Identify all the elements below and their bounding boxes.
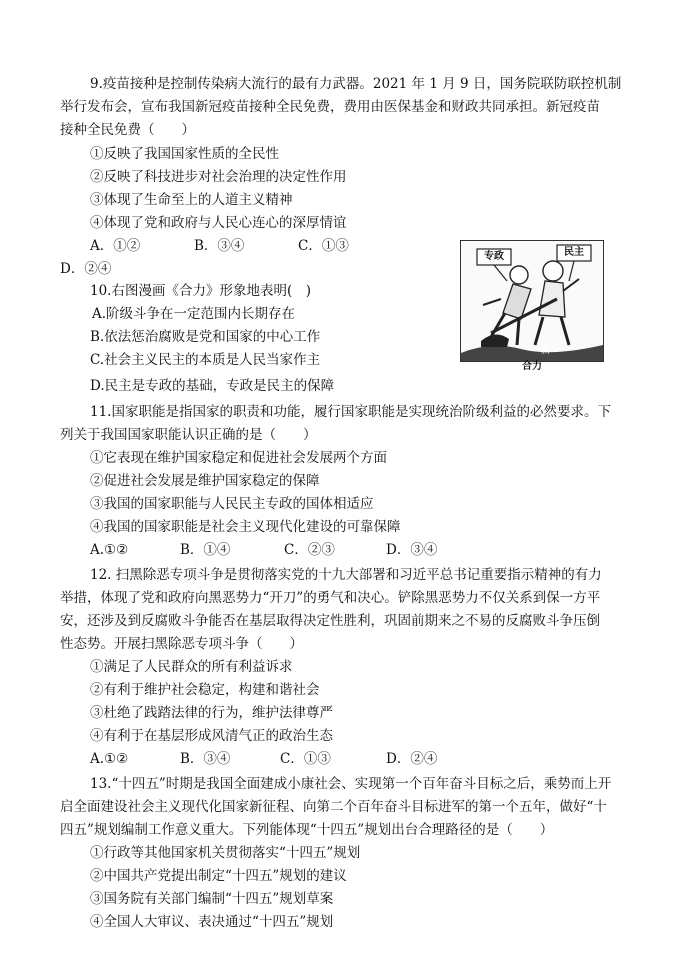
q9-item-3: ③体现了生命至上的人道主义精神	[90, 192, 293, 208]
q9-stem-line2: 举行发布会，宣布我国新冠疫苗接种全民免费，费用由医保基金和财政共同承担。新冠疫苗	[60, 99, 600, 115]
cartoon-caption: 合力	[522, 361, 542, 372]
q12-item-2: ②有利于维护社会稳定，构建和谐社会	[90, 682, 320, 698]
q11-item-3: ③我国的国家职能与人民民主专政的国体相适应	[90, 496, 374, 512]
q11-item-1: ①它表现在维护国家稳定和促进社会发展两个方面	[90, 450, 387, 466]
q13-stem-line1: 13.“十四五”时期是我国全面建成小康社会、实现第一个百年奋斗目标之后，乘势而上开	[90, 776, 612, 792]
q13-item-2: ②中国共产党提出制定“十四五”规划的建议	[90, 868, 347, 884]
q12-item-3: ③杜绝了践踏法律的行为，维护法律尊严	[90, 705, 333, 721]
q11-option-c: C．②③	[284, 542, 335, 558]
q12-stem-line3: 安，还涉及到反腐败斗争能否在基层取得决定性胜利，巩固前期来之不易的反腐败斗争压倒	[60, 613, 600, 629]
cartoon-label-right: 民主	[564, 247, 584, 258]
q12-option-a: A.①②	[90, 751, 129, 767]
q9-item-2: ②反映了科技进步对社会治理的决定性作用	[90, 169, 347, 185]
q9-option-c: C．①③	[298, 238, 349, 254]
q13-item-1: ①行政等其他国家机关贯彻落实“十四五”规划	[90, 845, 361, 861]
q13-stem-line3: 四五”规划编制工作意义重大。下列能体现“十四五”规划出台合理路径的是（ ）	[60, 822, 554, 838]
q11-item-4: ④我国的国家职能是社会主义现代化建设的可靠保障	[90, 519, 401, 535]
q12-stem-line2: 举措，体现了党和政府向黑恶势力“开刀”的勇气和决心。铲除黑恶势力不仅关系到保一方平	[60, 590, 601, 606]
q9-option-d: D．②④	[60, 261, 112, 277]
cartoon-ground-label: 腐	[541, 346, 551, 356]
q11-option-a: A.①②	[90, 542, 129, 558]
q9-stem-line1: 9.疫苗接种是控制传染病大流行的最有力武器。2021 年 1 月 9 日，国务院联防联控机制	[90, 76, 622, 92]
q12-item-4: ④有利于在基层形成风清气正的政治生态	[90, 728, 333, 744]
cartoon-label-left: 专政	[484, 251, 504, 262]
q10-stem: 10.右图漫画《合力》形象地表明( )	[90, 283, 312, 299]
q9-item-4: ④体现了党和政府与人民心连心的深厚情谊	[90, 215, 347, 231]
q12-option-c: C．①③	[280, 751, 331, 767]
q13-item-3: ③国务院有关部门编制“十四五”规划草案	[90, 891, 334, 907]
q10-option-c: C.社会主义民主的本质是人民当家作主	[90, 352, 321, 368]
q10-option-b: B.依法惩治腐败是党和国家的中心工作	[90, 329, 321, 345]
q12-option-b: B．③④	[180, 751, 231, 767]
q10-option-d: D.民主是专政的基础，专政是民主的保障	[90, 378, 335, 394]
q11-stem-line2: 列关于我国国家职能认识正确的是（ ）	[60, 427, 317, 443]
q12-option-d: D．②④	[386, 751, 438, 767]
cartoon-figure	[460, 240, 604, 362]
q11-stem-line1: 11.国家职能是指国家的职责和功能，履行国家职能是实现统治阶级利益的必然要求。下	[90, 404, 611, 420]
q12-item-1: ①满足了人民群众的所有利益诉求	[90, 659, 293, 675]
q9-item-1: ①反映了我国国家性质的全民性	[90, 146, 279, 162]
q11-item-2: ②促进社会发展是维护国家稳定的保障	[90, 473, 320, 489]
q13-item-4: ④全国人大审议、表决通过“十四五”规划	[90, 914, 334, 930]
q10-option-a: A.阶级斗争在一定范围内长期存在	[92, 306, 296, 322]
q9-option-b: B．③④	[194, 238, 245, 254]
q11-option-b: B．①④	[180, 542, 231, 558]
q12-stem-line4: 性态势。开展扫黑除恶专项斗争（ ）	[60, 636, 303, 652]
q9-option-a: A．①②	[90, 238, 141, 254]
q12-stem-line1: 12. 扫黑除恶专项斗争是贯彻落实党的十九大部署和习近平总书记重要指示精神的有力	[90, 567, 602, 583]
q11-option-d: D．③④	[386, 542, 438, 558]
q13-stem-line2: 启全面建设社会主义现代化国家新征程、向第二个百年奋斗目标进军的第一个五年，做好“十	[60, 799, 607, 815]
q9-stem-line3: 接种全民免费（ ）	[60, 122, 195, 138]
